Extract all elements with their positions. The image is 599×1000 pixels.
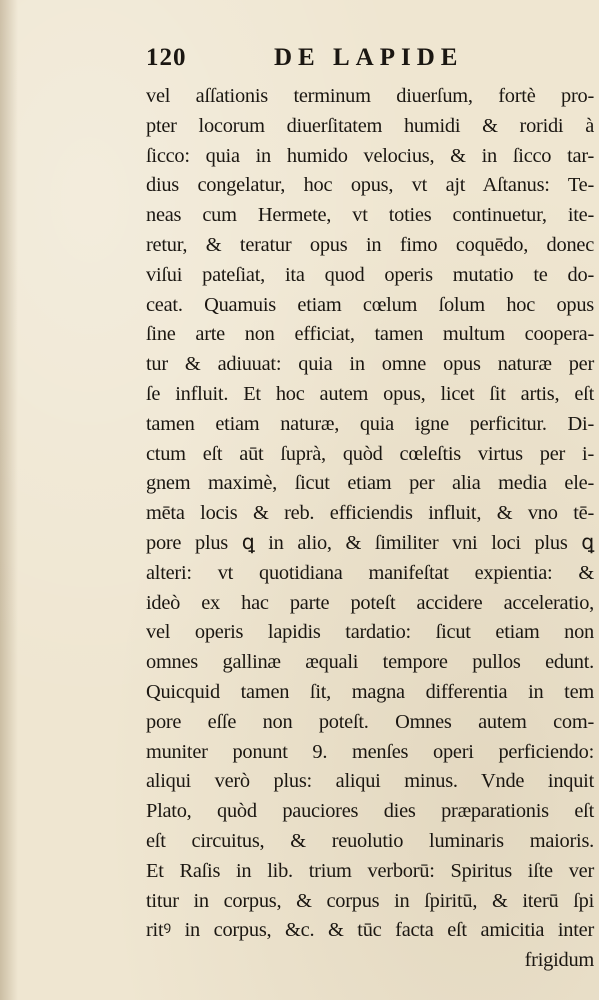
text-line: titur in corpus, & corpus in ſpiritū, & iterū ſpi bbox=[146, 889, 594, 912]
text-line: vel operis lapidis tardatio: ſicut etiam non bbox=[146, 621, 594, 644]
text-line: tamen etiam naturæ, quia igne perficitur. Di- bbox=[146, 412, 594, 435]
text-line: gnem maximè, ſicut etiam per alia media ele- bbox=[146, 472, 594, 495]
text-line: vel aſſationis terminum diuerſum, fortè pro- bbox=[146, 85, 594, 107]
text-line: ſicco: quia in humido velocius, & in ſicco tar- bbox=[146, 144, 594, 167]
text-line: eſt circuitus, & reuolutio luminaris maioris. bbox=[146, 829, 594, 852]
text-line: ctum eſt aūt ſuprà, quòd cœleſtis virtus per i- bbox=[146, 442, 594, 465]
text-line: pore plus ꝗ in alio, & ſimiliter vni loci plus ꝗ bbox=[146, 531, 594, 554]
text-line: ceat. Quamuis etiam cœlum ſolum hoc opus bbox=[146, 293, 594, 316]
page-gutter-shadow bbox=[0, 0, 18, 1000]
text-line: aliqui verò plus: aliqui minus. Vnde inquit bbox=[146, 770, 594, 793]
text-line: muniter ponunt 9. menſes operi perficiendo: bbox=[146, 740, 594, 763]
text-line: pter locorum diuerſitatem humidi & roridi à bbox=[146, 114, 594, 137]
text-line: retur, & teratur opus in fimo coquēdo, donec bbox=[146, 233, 594, 256]
text-line: Quicquid tamen ſit, magna differentia in tem bbox=[146, 680, 594, 703]
text-line: ritꝰ in corpus, &c. & tūc facta eſt amicitia inter bbox=[146, 919, 594, 942]
catchword: frigidum bbox=[524, 949, 594, 972]
text-line: neas cum Hermete, vt toties continuetur, ite- bbox=[146, 204, 594, 227]
page-number: 120 bbox=[146, 44, 187, 71]
text-line: omnes gallinæ æquali tempore pullos edunt. bbox=[146, 651, 594, 674]
text-line: alteri: vt quotidiana manifeſtat expientia: & bbox=[146, 561, 594, 584]
text-line: pore eſſe non poteſt. Omnes autem com- bbox=[146, 710, 594, 733]
text-line: dius congelatur, hoc opus, vt ajt Aſtanus: Te- bbox=[146, 174, 594, 197]
text-line: Plato, quòd pauciores dies præparationis eſt bbox=[146, 800, 594, 823]
text-line: viſui pateſiat, ita quod operis mutatio te do- bbox=[146, 263, 594, 286]
page-header bbox=[146, 44, 526, 74]
text-line: ſe influit. Et hoc autem opus, licet ſit artis, eſt bbox=[146, 382, 594, 405]
text-line: ſine arte non efficiat, tamen multum coopera- bbox=[146, 323, 594, 346]
text-line: tur & adiuuat: quia in omne opus naturæ per bbox=[146, 353, 594, 376]
running-title: DE LAPIDE bbox=[274, 44, 464, 71]
text-line: mēta locis & reb. efficiendis influit, & vno tē- bbox=[146, 502, 594, 525]
text-line: Et Raſis in lib. trium verborū: Spiritus iſte ver bbox=[146, 859, 594, 882]
body-text bbox=[146, 82, 594, 976]
text-line: ideò ex hac parte poteſt accidere acceleratio, bbox=[146, 591, 594, 614]
